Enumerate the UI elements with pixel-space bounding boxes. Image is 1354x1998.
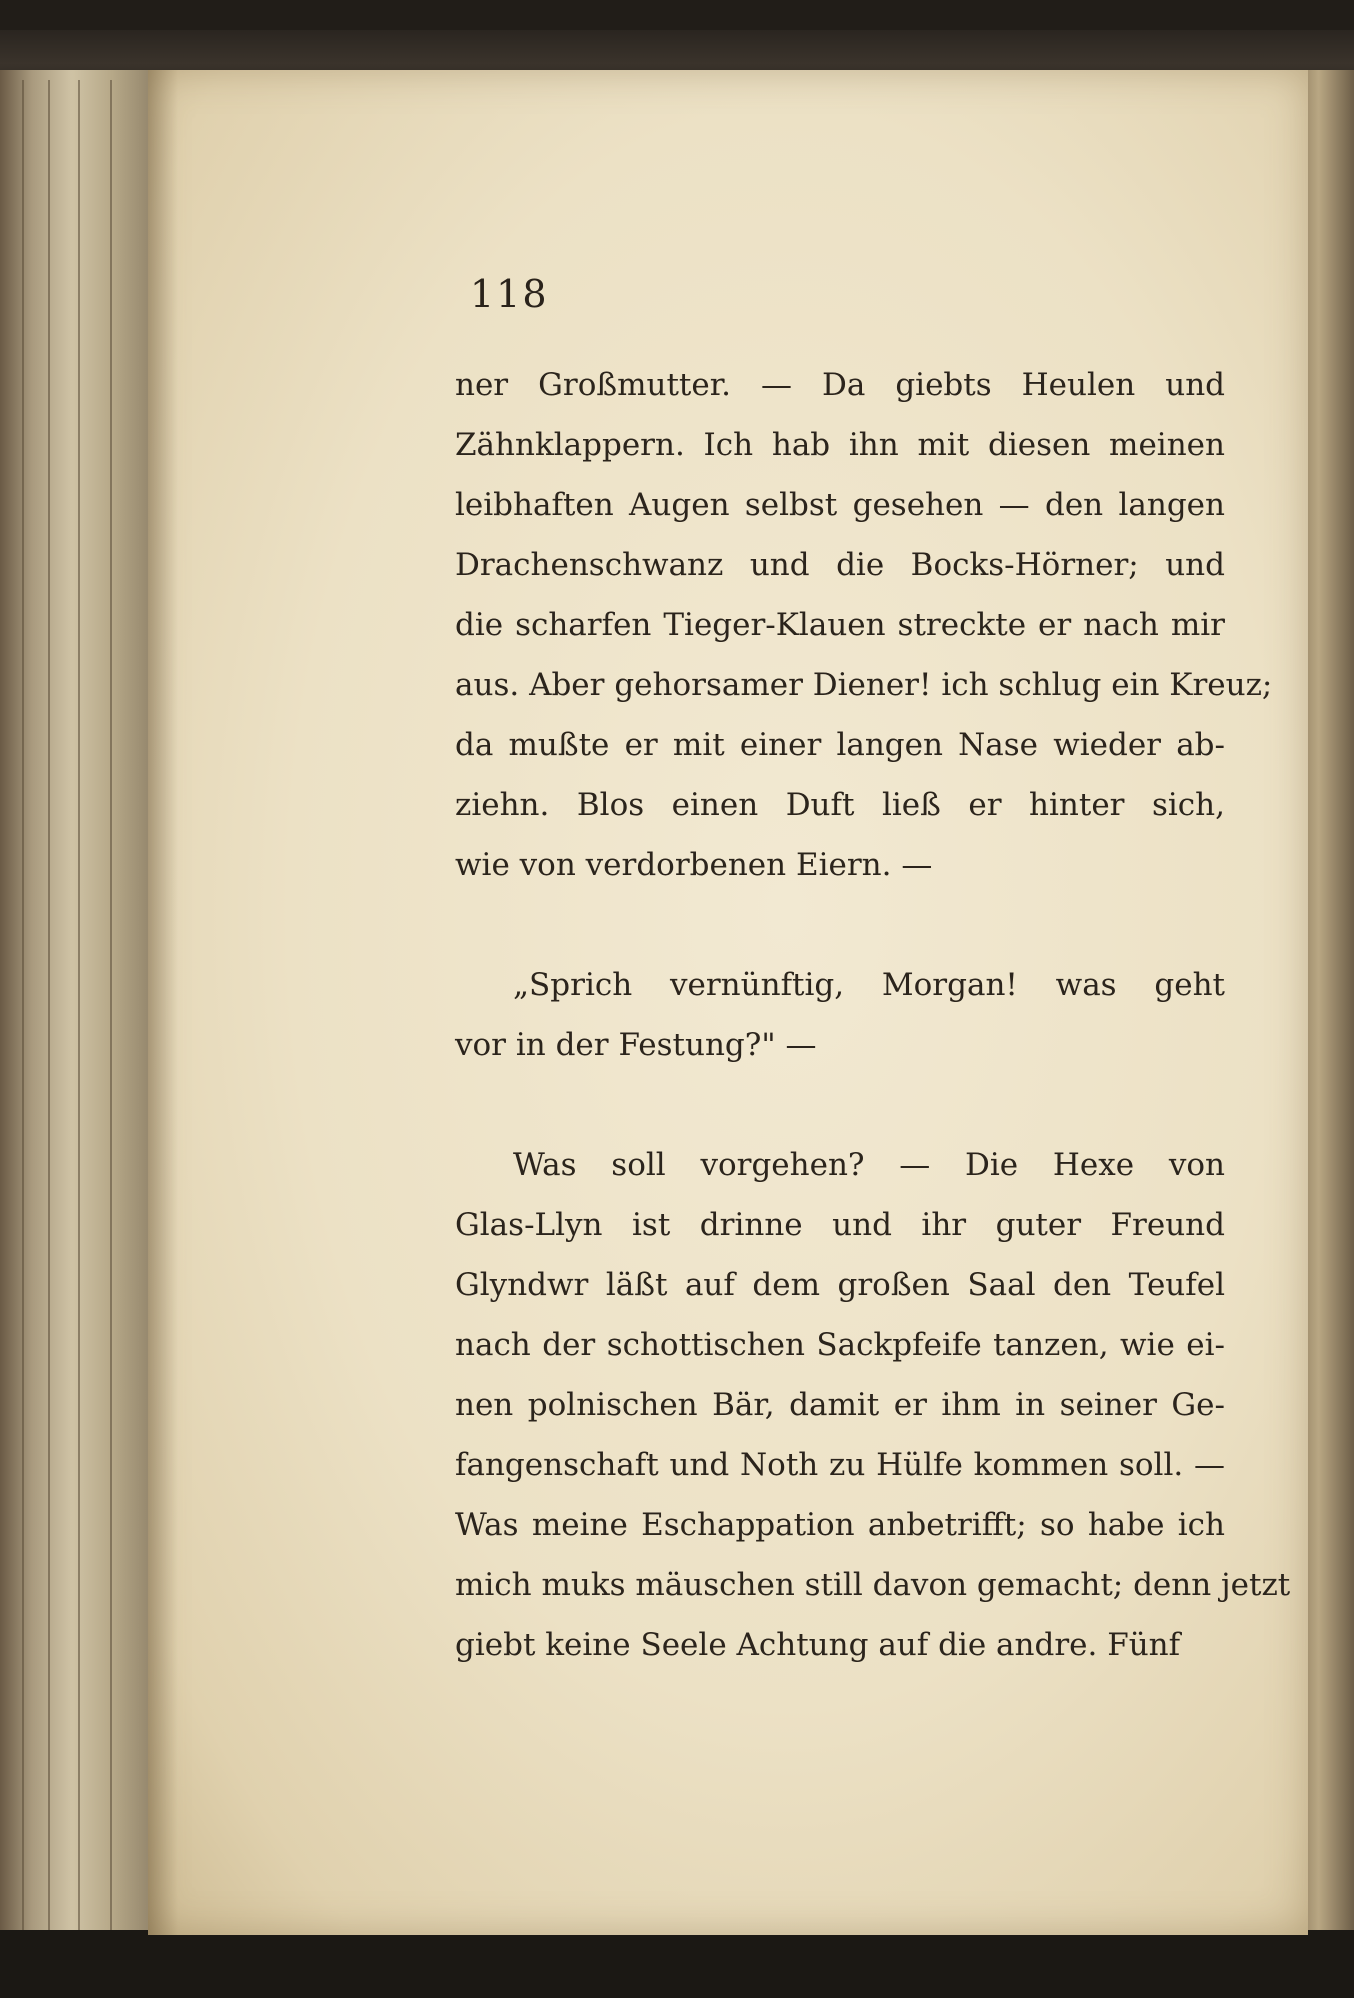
page-edge-line: [78, 80, 80, 1940]
text-line: aus. Aber gehorsamer Diener! ich schlug ein Kreuz;: [455, 667, 1273, 703]
text-line: nach der schottischen Sackpfeife tanzen, wie ei-: [455, 1327, 1225, 1363]
page-stack-left: [0, 70, 160, 1950]
page-number: 118: [470, 272, 549, 316]
text-line: Was meine Eschappation anbetrifft; so habe ich: [455, 1507, 1225, 1543]
text-line: die scharfen Tieger-Klauen streckte er nach mir: [455, 607, 1225, 643]
paragraph: [455, 955, 1225, 1075]
text-line: Glas-Llyn ist drinne und ihr guter Freund: [455, 1207, 1225, 1243]
text-line: vor in der Festung?" —: [455, 1027, 817, 1063]
text-line: nen polnischen Bär, damit er ihm in seiner Ge-: [455, 1387, 1225, 1423]
text-line: giebt keine Seele Achtung auf die andre. Fünf: [455, 1627, 1181, 1663]
paragraph: [455, 355, 1273, 895]
page-edge-line: [110, 80, 112, 1940]
text-line: Glyndwr läßt auf dem großen Saal den Teufel: [455, 1267, 1225, 1303]
cover-board-bottom: [0, 1930, 1354, 1998]
paragraph: [455, 1135, 1291, 1675]
text-line: Was soll vorgehen? — Die Hexe von: [513, 1147, 1225, 1183]
paragraph-gap: [455, 1075, 1225, 1135]
text-line: fangenschaft und Noth zu Hülfe kommen soll. —: [455, 1447, 1225, 1483]
body-text: [455, 355, 1291, 1675]
paragraph-gap: [455, 895, 1225, 955]
text-line: mich muks mäuschen still davon gemacht; denn jetzt: [455, 1567, 1291, 1603]
page-edge-line: [22, 80, 24, 1940]
text-line: Drachenschwanz und die Bocks-Hörner; und: [455, 547, 1225, 583]
text-line: da mußte er mit einer langen Nase wieder ab-: [455, 727, 1225, 763]
text-line: „Sprich vernünftig, Morgan! was geht: [513, 967, 1225, 1003]
text-line: Zähnklappern. Ich hab ihn mit diesen meinen: [455, 427, 1225, 463]
page-edge-line: [48, 80, 50, 1940]
text-line: wie von verdorbenen Eiern. —: [455, 847, 933, 883]
page-gutter-shadow: [148, 70, 178, 1935]
text-line: leibhaften Augen selbst gesehen — den langen: [455, 487, 1225, 523]
text-line: ziehn. Blos einen Duft ließ er hinter sich,: [455, 787, 1225, 823]
text-line: ner Großmutter. — Da giebts Heulen und: [455, 367, 1225, 403]
